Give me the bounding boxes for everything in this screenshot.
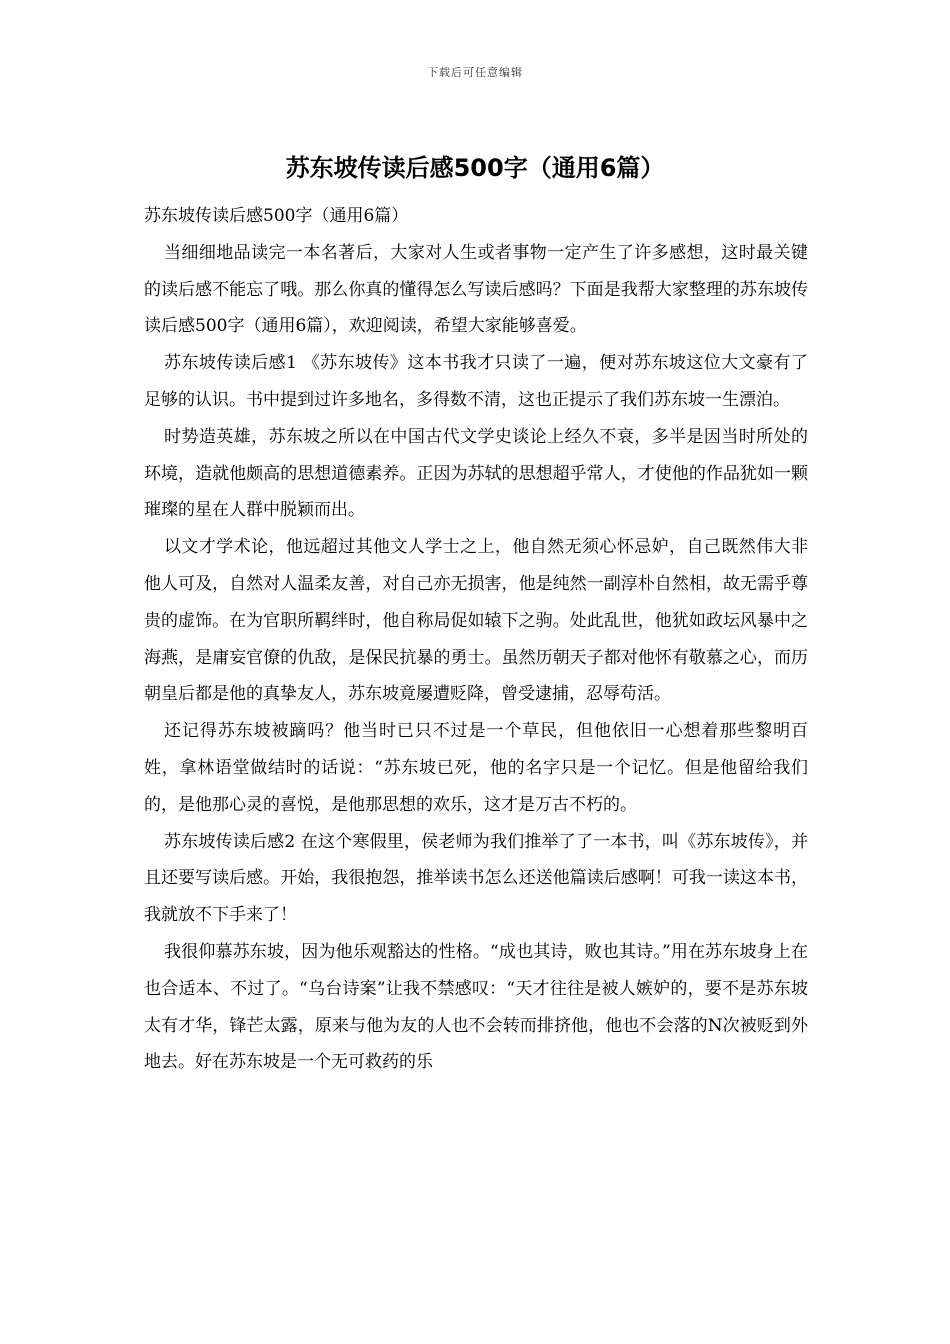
body-paragraph: 苏东坡传读后感2 在这个寒假里，侯老师为我们推举了了一本书，叫《苏东坡传》，并且还要写读后感。开始，我很抱怨，推举读书怎么还送他篇读后感啊！可我一读这本书，我就放不下手来了！ [144, 831, 808, 926]
subtitle-paragraph: 苏东坡传读后感500字（通用6篇） [144, 206, 409, 226]
page-header: 下载后可任意编辑 [427, 66, 523, 79]
body-paragraph: 还记得苏东坡被蹢吗？他当时已只不过是一个草民，但他依旧一心想着那些黎明百姓，拿林语堂做结时的话说：“苏东坡已死，他的名字只是一个记忆。但是他留给我们的，是他那心灵的喜悦，是他那思想的欢乐，这才是万古不朽的。 [144, 721, 808, 815]
body-paragraph: 我很仰慕苏东坡，因为他乐观豁达的性格。“成也其诗，败也其诗。”用在苏东坡身上在也合适本、不过了。“乌台诗案”让我不禁感叹：“天才往往是被人嫉妒的，要不是苏东坡太有才华，锋芒太露，原来与他为友的人也不会转而排挤他，他也不会落的N次被贬到外地去。好在苏东坡是一个无可救药的乐 [144, 941, 808, 1073]
body-paragraph: 当细细地品读完一本名著后，大家对人生或者事物一定产生了许多感想，这时最关键的读后感不能忘了哦。那么你真的懂得怎么写读后感吗？下面是我帮大家整理的苏东坡传读后感500字（通用6篇），欢迎阅读，希望大家能够喜爱。 [144, 242, 808, 337]
body-paragraph: 时势造英雄，苏东坡之所以在中国古代文学史谈论上经久不衰，多半是因当时所处的环境，造就他颇高的思想道德素养。正因为苏轼的思想超乎常人，才使他的作品犹如一颗璀璨的星在人群中脱颖而出。 [144, 426, 808, 521]
document-title: 苏东坡传读后感500字（通用6篇） [285, 154, 665, 182]
body-paragraph: 以文才学术论，他远超过其他文人学士之上，他自然无须心怀忌妒，自己既然伟大非他人可及，自然对人温柔友善，对自己亦无损害，他是纯然一副淳朴自然相，故无需乎尊贵的虚饰。在为官职所羁绊时，他自称局促如辕下之驹。处此乱世，他犹如政坛风暴中之海燕，是庸妄官僚的仇敌，是保民抗暴的勇士。虽然历朝天子都对他怀有敬慕之心，而历朝皇后都是他的真挚友人，苏东坡竟屡遭贬降，曾受逮捕，忍辱苟活。 [144, 537, 808, 705]
body-paragraph: 苏东坡传读后感1 《苏东坡传》这本书我才只读了一遍，便对苏东坡这位大文豪有了足够的认识。书中提到过许多地名，多得数不清，这也正提示了我们苏东坡一生漂泊。 [144, 353, 808, 410]
document-body [144, 198, 808, 1081]
